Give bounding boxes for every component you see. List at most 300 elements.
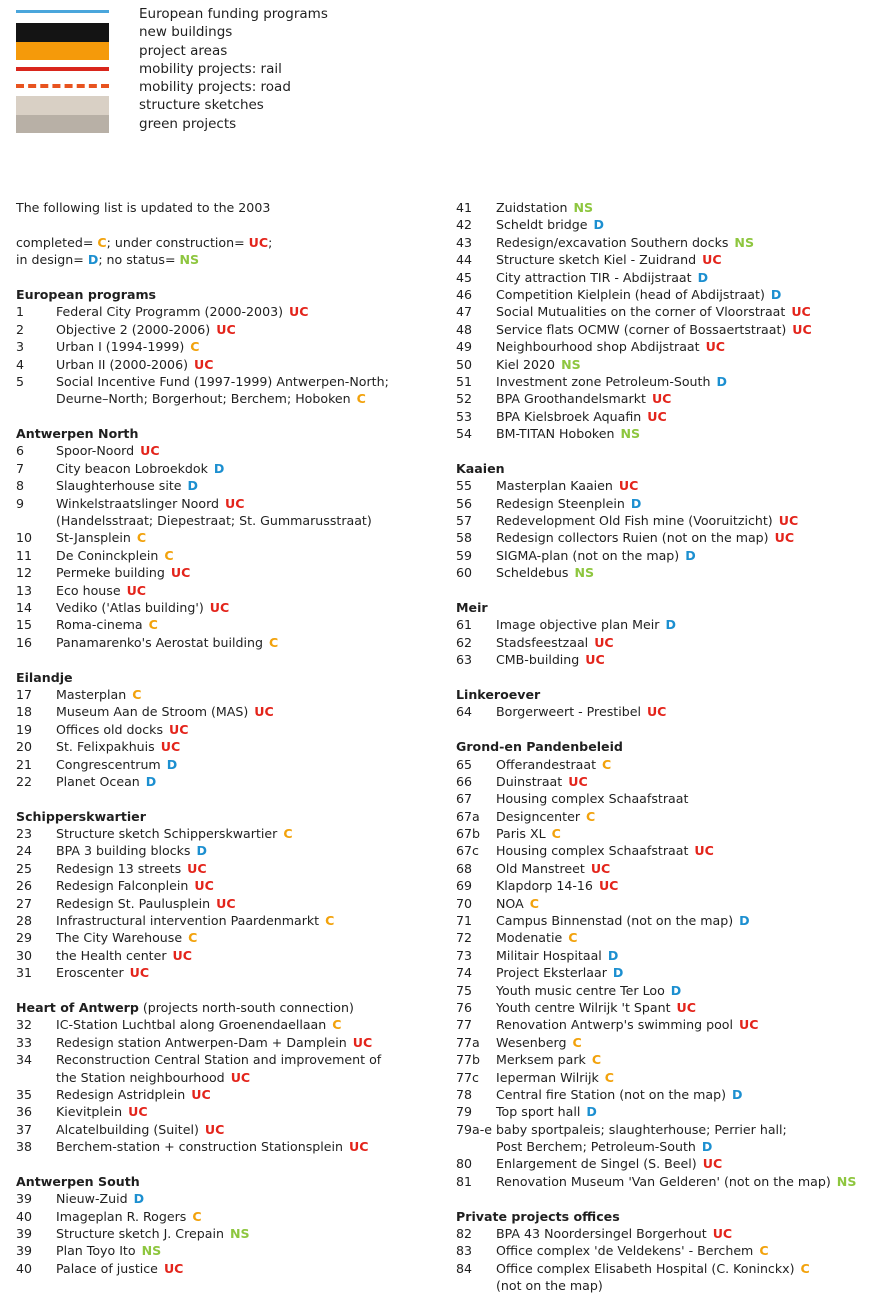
- item-number: 18: [16, 704, 33, 720]
- item-title: Housing complex Schaafstraat: [496, 843, 689, 859]
- status-badge: C: [188, 930, 198, 946]
- item-title: Investment zone Petroleum-South: [496, 373, 711, 389]
- item-title: Competition Kielplein (head of Abdijstraat): [496, 286, 765, 302]
- item-title: Old Manstreet: [496, 860, 585, 876]
- status-badge: D: [196, 843, 207, 859]
- status-badge: C: [604, 1069, 615, 1085]
- item-number: 19: [16, 721, 33, 737]
- item-title: Masterplan: [56, 686, 127, 702]
- status-badge: UC: [216, 321, 236, 337]
- list-item: [16, 1103, 436, 1120]
- list-item: [456, 390, 874, 407]
- item-title: Militair Hospitaal: [496, 947, 602, 963]
- status-badge: UC: [712, 1226, 733, 1242]
- status-badge: D: [670, 982, 682, 998]
- project-section: [16, 982, 436, 1156]
- item-title: Redesign St. Paulusplein: [56, 895, 211, 911]
- item-number: 56: [456, 495, 473, 511]
- section-heading: [16, 286, 436, 303]
- status-badge: UC: [225, 495, 245, 511]
- list-item: [16, 477, 436, 494]
- item-number: 67: [456, 791, 473, 807]
- item-title: Roma-cinema: [56, 617, 143, 633]
- list-item: [456, 1242, 874, 1259]
- item-title: Kiel 2020: [496, 356, 556, 372]
- list-item: [16, 1242, 436, 1259]
- status-badge: D: [685, 547, 696, 563]
- list-item: [16, 616, 436, 633]
- item-number: 42: [456, 217, 473, 233]
- list-item: [16, 738, 436, 755]
- item-number: 72: [456, 930, 473, 946]
- list-item: [456, 338, 874, 355]
- item-title: Kievitplein: [56, 1104, 123, 1120]
- list-item: [16, 442, 436, 459]
- status-key-line-1: completed= C; under construction= UC;: [16, 234, 273, 250]
- list-item: [456, 703, 874, 720]
- status-badge: UC: [585, 652, 605, 668]
- status-badge: D: [732, 1086, 743, 1102]
- item-number: 22: [16, 773, 33, 789]
- item-title: Renovation Museum 'Van Gelderen' (not on the map): [496, 1173, 831, 1189]
- item-title: Social Incentive Fund (1997-1999) Antwerpen-North;: [56, 373, 389, 389]
- item-number: 70: [456, 895, 473, 911]
- item-number: 39: [16, 1191, 33, 1207]
- item-number: 84: [456, 1260, 473, 1276]
- list-item: [456, 999, 874, 1016]
- list-item: [456, 895, 874, 912]
- status-badge: D: [701, 1139, 713, 1155]
- status-badge: D: [145, 773, 157, 789]
- list-item: [456, 303, 874, 320]
- status-badge: NS: [573, 200, 594, 215]
- status-badge: D: [607, 947, 619, 963]
- item-title: Youth centre Wilrijk 't Spant: [496, 999, 671, 1015]
- item-number: 36: [16, 1104, 33, 1120]
- item-title: Redesign Steenplein: [496, 495, 625, 511]
- list-item: [16, 703, 436, 720]
- item-number: 83: [456, 1243, 473, 1259]
- status-badge: D: [166, 756, 178, 772]
- item-title: Vediko ('Atlas building'): [56, 599, 204, 615]
- item-number: 41: [456, 200, 473, 215]
- list-item: [16, 321, 436, 338]
- item-number: 21: [16, 756, 33, 772]
- list-item: [16, 564, 436, 581]
- item-number: 10: [16, 530, 33, 546]
- section-heading: [16, 1173, 436, 1190]
- status-badge: D: [739, 913, 750, 929]
- list-item: [456, 216, 874, 233]
- item-title-continued: the Station neighbourhood: [56, 1069, 225, 1085]
- status-badge: UC: [598, 878, 619, 894]
- list-item: [456, 564, 874, 581]
- status-badge: NS: [836, 1173, 857, 1189]
- list-item: [16, 495, 436, 512]
- item-number: 7: [16, 460, 25, 476]
- status-badge: UC: [702, 252, 722, 268]
- project-section: [16, 651, 436, 790]
- section-title: European programs: [16, 286, 157, 302]
- list-item: [456, 912, 874, 929]
- item-number: 3: [16, 339, 25, 355]
- list-item: [456, 964, 874, 981]
- list-item: [16, 912, 436, 929]
- list-item: [456, 773, 874, 790]
- status-badge: C: [132, 686, 142, 702]
- item-number: 63: [456, 652, 473, 668]
- item-title: BPA Groothandelsmarkt: [496, 391, 646, 407]
- item-number: 77a: [456, 1034, 480, 1050]
- item-number: 4: [16, 356, 25, 372]
- section-gap: [456, 669, 874, 686]
- list-item-continuation: [456, 1138, 874, 1155]
- list-item: [456, 790, 874, 807]
- list-item: [16, 1086, 436, 1103]
- status-badge: UC: [792, 321, 812, 337]
- list-item: [16, 599, 436, 616]
- item-number: 81: [456, 1173, 473, 1189]
- status-badge: D: [630, 495, 642, 511]
- item-number: 26: [16, 878, 33, 894]
- item-title: Reconstruction Central Station and improvement of: [56, 1052, 382, 1068]
- item-title: The City Warehouse: [56, 930, 183, 946]
- item-title: Berchem-station + construction Stationsplein: [56, 1139, 344, 1155]
- status-badge: UC: [774, 530, 795, 546]
- item-title: Duinstraat: [496, 773, 563, 789]
- status-badge: UC: [254, 704, 274, 720]
- status-badge: D: [133, 1191, 145, 1207]
- item-number: 30: [16, 947, 33, 963]
- status-badge: UC: [163, 1260, 184, 1276]
- item-title: Klapdorp 14-16: [496, 878, 593, 894]
- status-badge: D: [770, 286, 782, 302]
- item-number: 25: [16, 860, 33, 876]
- item-number: 55: [456, 478, 473, 494]
- status-badge: UC: [140, 443, 160, 459]
- item-number: 20: [16, 739, 33, 755]
- item-number: 80: [456, 1156, 473, 1172]
- section-title: Kaaien: [456, 460, 505, 476]
- status-badge: D: [213, 460, 225, 476]
- project-section: [456, 442, 874, 581]
- item-number: 27: [16, 895, 33, 911]
- status-badge: D: [187, 478, 199, 494]
- item-number: 33: [16, 1034, 33, 1050]
- list-item-continuation: [456, 1277, 874, 1294]
- list-item: [456, 495, 874, 512]
- item-number: 73: [456, 947, 473, 963]
- item-title: Alcatelbuilding (Suitel): [56, 1121, 199, 1137]
- item-title: baby sportpaleis; slaughterhouse; Perrier hall;: [496, 1121, 787, 1137]
- status-badge: C: [551, 826, 561, 842]
- list-item: [456, 1086, 874, 1103]
- item-number: 52: [456, 391, 473, 407]
- dashed-line-swatch: [16, 84, 109, 88]
- status-badge: C: [190, 339, 200, 355]
- item-title: CMB-building: [496, 652, 580, 668]
- item-number: 1: [16, 304, 25, 320]
- list-item: [456, 1069, 874, 1086]
- list-item-continuation: [16, 1069, 436, 1086]
- status-badge: C: [192, 1208, 202, 1224]
- item-number: 15: [16, 617, 33, 633]
- item-title: Federal City Programm (2000-2003): [56, 304, 284, 320]
- status-badge: UC: [594, 634, 614, 650]
- item-number: 2: [16, 321, 25, 337]
- section-title: Private projects offices: [456, 1208, 620, 1224]
- item-title: Wesenberg: [496, 1034, 567, 1050]
- item-title: Project Eksterlaar: [496, 965, 607, 981]
- item-number: 43: [456, 234, 473, 250]
- status-badge: NS: [734, 234, 755, 250]
- status-badge: C: [136, 530, 147, 546]
- list-item: [456, 616, 874, 633]
- list-item: [456, 529, 874, 546]
- item-number: 45: [456, 269, 473, 285]
- status-badge: UC: [129, 965, 150, 981]
- status-badge: UC: [126, 582, 147, 598]
- item-number: 37: [16, 1121, 33, 1137]
- list-item: [16, 895, 436, 912]
- item-number: 46: [456, 286, 473, 302]
- list-item: [16, 964, 436, 981]
- item-number: 47: [456, 304, 473, 320]
- item-title: BPA 3 building blocks: [56, 843, 191, 859]
- item-number: 67a: [456, 808, 480, 824]
- list-item: [456, 251, 874, 268]
- list-item: [16, 1225, 436, 1242]
- status-badge: UC: [172, 947, 193, 963]
- item-number: 39: [16, 1226, 33, 1242]
- list-item: [16, 634, 436, 651]
- item-title: Top sport hall: [496, 1104, 581, 1120]
- list-item: [16, 929, 436, 946]
- item-number: 11: [16, 547, 33, 563]
- status-badge: UC: [352, 1034, 373, 1050]
- list-item: [16, 773, 436, 790]
- item-title: Merksem park: [496, 1052, 586, 1068]
- list-item: [16, 1138, 436, 1155]
- item-title: Palace of justice: [56, 1260, 158, 1276]
- status-badge: C: [268, 634, 279, 650]
- item-title: Modenatie: [496, 930, 563, 946]
- list-item: [16, 529, 436, 546]
- status-badge: UC: [204, 1121, 225, 1137]
- item-title: Congrescentrum: [56, 756, 161, 772]
- status-badge: UC: [618, 478, 639, 494]
- list-item: [456, 1103, 874, 1120]
- item-number: 44: [456, 252, 473, 268]
- status-badge: UC: [187, 860, 207, 876]
- project-section: [456, 199, 874, 442]
- section-title: Linkeroever: [456, 686, 541, 702]
- list-item: [456, 756, 874, 773]
- item-title: Structure sketch Kiel - Zuidrand: [496, 252, 697, 268]
- status-badge: C: [283, 826, 293, 842]
- section-gap: [16, 1155, 436, 1172]
- status-badge: UC: [209, 599, 230, 615]
- status-badge: C: [325, 913, 335, 929]
- status-badge: C: [148, 617, 158, 633]
- item-number: 71: [456, 913, 473, 929]
- item-title: St. Felixpakhuis: [56, 739, 155, 755]
- item-number: 17: [16, 686, 33, 702]
- item-number: 23: [16, 826, 33, 842]
- status-badge: UC: [702, 1156, 723, 1172]
- list-item: [456, 477, 874, 494]
- list-item: [456, 1034, 874, 1051]
- project-section: [16, 1155, 436, 1277]
- status-badge: C: [164, 547, 174, 563]
- item-title: Redesign collectors Ruien (not on the map): [496, 530, 769, 546]
- status-badge: UC: [705, 339, 726, 355]
- status-badge: UC: [590, 860, 611, 876]
- list-item: [16, 947, 436, 964]
- list-item: [456, 929, 874, 946]
- item-title: Redesign Falconplein: [56, 878, 189, 894]
- list-item: [456, 1121, 874, 1138]
- status-badge: NS: [620, 426, 641, 442]
- item-number: 66: [456, 773, 473, 789]
- item-title: Enlargement de Singel (S. Beel): [496, 1156, 697, 1172]
- status-badge: UC: [651, 391, 672, 407]
- status-badge: UC: [230, 1069, 251, 1085]
- item-number: 40: [16, 1260, 33, 1276]
- section-gap: [456, 582, 874, 599]
- item-number: 49: [456, 339, 473, 355]
- item-number: 67b: [456, 826, 481, 842]
- section-heading: [456, 599, 874, 616]
- list-item: [456, 1225, 874, 1242]
- status-badge: C: [529, 895, 539, 911]
- item-number: 62: [456, 634, 473, 650]
- project-section: [456, 669, 874, 721]
- item-number: 54: [456, 426, 473, 442]
- item-title: Nieuw-Zuid: [56, 1191, 128, 1207]
- section-gap: [16, 651, 436, 668]
- section-title: Antwerpen South: [16, 1173, 140, 1189]
- section-title: Schipperskwartier: [16, 808, 146, 824]
- list-item: [16, 1260, 436, 1277]
- item-title: Eroscenter: [56, 965, 124, 981]
- section-gap: [456, 721, 874, 738]
- status-badge: C: [572, 1034, 582, 1050]
- item-title: Objective 2 (2000-2006): [56, 321, 211, 337]
- item-number: 35: [16, 1086, 33, 1102]
- section-heading: [456, 1208, 874, 1225]
- item-title: Neighbourhood shop Abdijstraat: [496, 339, 700, 355]
- list-item: [16, 303, 436, 320]
- status-badge: UC: [778, 513, 799, 529]
- item-number: 13: [16, 582, 33, 598]
- item-number: 12: [16, 565, 33, 581]
- list-item: [16, 721, 436, 738]
- status-badge: UC: [676, 999, 697, 1015]
- item-title: Spoor-Noord: [56, 443, 135, 459]
- item-title: Redesign/excavation Southern docks: [496, 234, 729, 250]
- list-item: [456, 269, 874, 286]
- item-number: 14: [16, 599, 33, 615]
- item-number: 24: [16, 843, 33, 859]
- section-heading: [456, 460, 874, 477]
- status-badge: UC: [738, 1017, 759, 1033]
- item-title: Redevelopment Old Fish mine (Vooruitzicht): [496, 513, 773, 529]
- item-number: 61: [456, 617, 473, 633]
- list-item: [456, 860, 874, 877]
- item-number: 6: [16, 443, 25, 459]
- status-badge: D: [593, 217, 604, 233]
- status-badge: C: [356, 391, 366, 407]
- black-block-swatch: [16, 23, 109, 41]
- item-title: Youth music centre Ter Loo: [496, 982, 665, 998]
- list-item: [16, 825, 436, 842]
- item-number: 59: [456, 547, 473, 563]
- item-number: 75: [456, 982, 473, 998]
- in-design-code: D: [87, 252, 99, 268]
- item-title: Eco house: [56, 582, 121, 598]
- list-item: [456, 1173, 874, 1190]
- section-title: Eilandje: [16, 669, 73, 685]
- list-item: [456, 877, 874, 894]
- project-section: [456, 721, 874, 1191]
- item-number: 79: [456, 1104, 473, 1120]
- item-title: Office complex 'de Veldekens' - Berchem: [496, 1243, 754, 1259]
- list-item: [16, 1190, 436, 1207]
- item-title: Offerandestraat: [496, 756, 597, 772]
- item-title: Renovation Antwerp's swimming pool: [496, 1017, 733, 1033]
- list-item: [16, 373, 436, 390]
- list-item: [16, 1208, 436, 1225]
- item-title: Designcenter: [496, 808, 580, 824]
- item-title: Image objective plan Meir: [496, 617, 660, 633]
- list-item: [16, 338, 436, 355]
- item-title: Permeke building: [56, 565, 165, 581]
- list-item: [16, 547, 436, 564]
- list-item-continuation: [16, 390, 436, 407]
- section-title: Grond-en Pandenbeleid: [456, 739, 623, 755]
- item-number: 39: [16, 1243, 33, 1259]
- item-title: Social Mutualities on the corner of Vloorstraat: [496, 304, 786, 320]
- item-title: Scheldt bridge: [496, 217, 588, 233]
- item-title: Ieperman Wilrijk: [496, 1069, 599, 1085]
- item-title: Service flats OCMW (corner of Bossaertstraat): [496, 321, 787, 337]
- item-title: BM-TITAN Hoboken: [496, 426, 615, 442]
- item-number: 28: [16, 913, 33, 929]
- list-item: [16, 756, 436, 773]
- item-title: City beacon Lobroekdok: [56, 460, 208, 476]
- item-title: BPA Kielsbroek Aquafin: [496, 408, 642, 424]
- item-title: IC-Station Luchtbal along Groenendaellaan: [56, 1017, 327, 1033]
- item-number: 64: [456, 704, 473, 720]
- item-title: Planet Ocean: [56, 773, 140, 789]
- list-item: [456, 199, 874, 216]
- list-item: [16, 1051, 436, 1068]
- list-item: [456, 842, 874, 859]
- item-number: 34: [16, 1052, 33, 1068]
- item-title: Stadsfeestzaal: [496, 634, 589, 650]
- project-section: [16, 408, 436, 651]
- list-item: [456, 512, 874, 529]
- status-badge: NS: [141, 1243, 162, 1259]
- status-badge: UC: [194, 356, 214, 372]
- item-title-continued: Deurne–North; Borgerhout; Berchem; Hoboken: [56, 391, 351, 407]
- status-badge: D: [586, 1104, 597, 1120]
- item-number: 60: [456, 565, 473, 581]
- item-title: Borgerweert - Prestibel: [496, 704, 641, 720]
- under-construction-code: UC: [248, 234, 269, 250]
- item-title: Imageplan R. Rogers: [56, 1208, 187, 1224]
